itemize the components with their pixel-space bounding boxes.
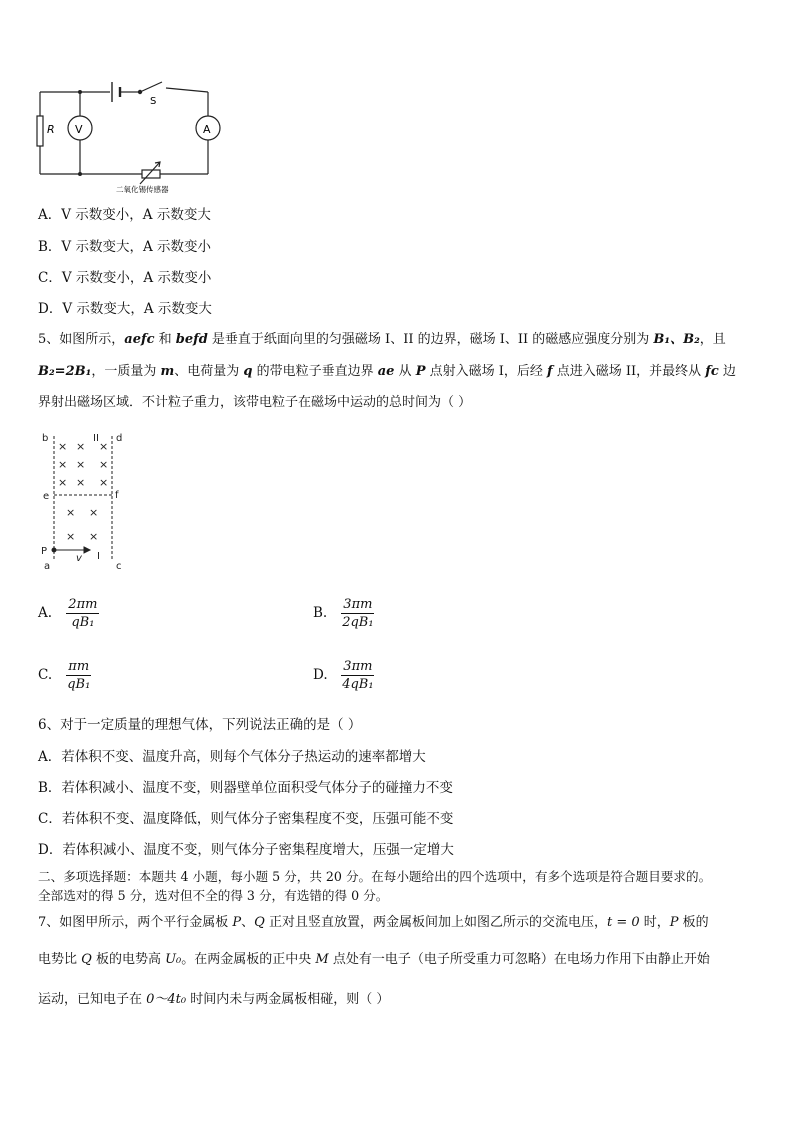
q5-stem-line3: 界射出磁场区域．不计粒子重力，该带电粒子在磁场中运动的总时间为（ ） — [38, 395, 472, 410]
svg-text:×: × — [76, 458, 86, 471]
magnetic-field-diagram — [36, 428, 136, 573]
q5-option-c: C. $\frac{\pi m}{\text{qB₁}}$ — [38, 659, 91, 692]
label-v: v — [76, 553, 82, 564]
svg-text:×: × — [66, 506, 76, 519]
q5-option-a: A. $\frac{2\pi m}{\text{qB₁}}$ — [38, 597, 98, 630]
ammeter-label: A — [203, 123, 211, 136]
voltmeter-label: V — [75, 123, 83, 136]
q4-option-b: B．V 示数变大，A 示数变小 — [38, 239, 212, 255]
label-region-i: I — [97, 551, 100, 562]
svg-text:×: × — [58, 476, 68, 489]
section2-line2: 全部选对的得 5 分，选对但不全的得 3 分，有选错的得 0 分。 — [38, 888, 389, 903]
q6-option-a: A．若体积不变、温度升高，则每个气体分子热运动的速率都增大 — [38, 749, 426, 765]
label-p: P — [41, 546, 48, 557]
q6-stem: 6、对于一定质量的理想气体，下列说法正确的是（ ） — [38, 717, 362, 733]
label-a: a — [44, 561, 51, 572]
svg-text:×: × — [58, 458, 68, 471]
label-c: c — [116, 561, 122, 572]
svg-text:×: × — [99, 476, 109, 489]
svg-text:×: × — [76, 440, 86, 453]
svg-text:×: × — [99, 458, 109, 471]
r-label: R — [47, 123, 55, 136]
svg-text:×: × — [99, 440, 109, 453]
label-d: d — [116, 433, 123, 444]
label-f: f — [115, 490, 119, 501]
q6-option-c: C．若体积不变、温度降低，则气体分子密集程度不变，压强可能不变 — [38, 811, 454, 827]
label-b: b — [42, 433, 49, 444]
q6-option-d: D．若体积减小、温度不变，则气体分子密集程度增大，压强一定增大 — [38, 842, 454, 858]
field-crosses — [58, 440, 108, 543]
q7-stem-line3: 运动，已知电子在 0～4t₀ 时间内未与两金属板相碰，则（ ） — [38, 992, 390, 1007]
q5-stem-line1: 5、如图所示，aefc 和 befd 是垂直于纸面向里的匀强磁场 I、II 的边界，磁场 I、II 的磁感应强度分别为 B₁、B₂，且 — [38, 332, 726, 347]
svg-text:×: × — [89, 506, 99, 519]
q4-option-a: A．V 示数变小，A 示数变大 — [38, 207, 211, 223]
q4-option-c: C．V 示数变小，A 示数变小 — [38, 270, 212, 286]
q7-stem-line1: 7、如图甲所示，两个平行金属板 P、Q 正对且竖直放置，两金属板间加上如图乙所示的交流电压，t = 0 时，P 板的 — [38, 915, 709, 930]
label-region-ii: II — [93, 433, 99, 444]
svg-text:×: × — [58, 440, 68, 453]
circuit-diagram — [30, 78, 230, 196]
svg-text:×: × — [66, 530, 76, 543]
q6-option-b: B．若体积减小、温度不变，则器壁单位面积受气体分子的碰撞力不变 — [38, 780, 453, 796]
q4-option-d: D．V 示数变大，A 示数变大 — [38, 301, 212, 317]
svg-text:×: × — [89, 530, 99, 543]
section2-line1: 二、多项选择题：本题共 4 小题，每小题 5 分，共 20 分。在每小题给出的四个选项中，有多个选项是符合题目要求的。 — [38, 869, 712, 884]
svg-text:×: × — [76, 476, 86, 489]
sensor-label: 二氧化锡传感器 — [116, 185, 169, 194]
q5-option-b: B. $\frac{3\pi m}{\text{2qB₁}}$ — [313, 597, 374, 630]
q7-stem-line2: 电势比 Q 板的电势高 U₀。在两金属板的正中央 M 点处有一电子（电子所受重力可忽略）在电场力作用下由静止开始 — [38, 952, 710, 967]
q5-option-d: D. $\frac{3\pi m}{\text{4qB₁}}$ — [313, 659, 374, 692]
label-e: e — [43, 491, 50, 502]
switch-label: S — [150, 96, 157, 107]
q5-stem-line2: B₂=2B₁，一质量为 m、电荷量为 q 的带电粒子垂直边界 ae 从 P 点射入磁场 I，后经 f 点进入磁场 II，并最终从 fc 边 — [38, 364, 736, 379]
